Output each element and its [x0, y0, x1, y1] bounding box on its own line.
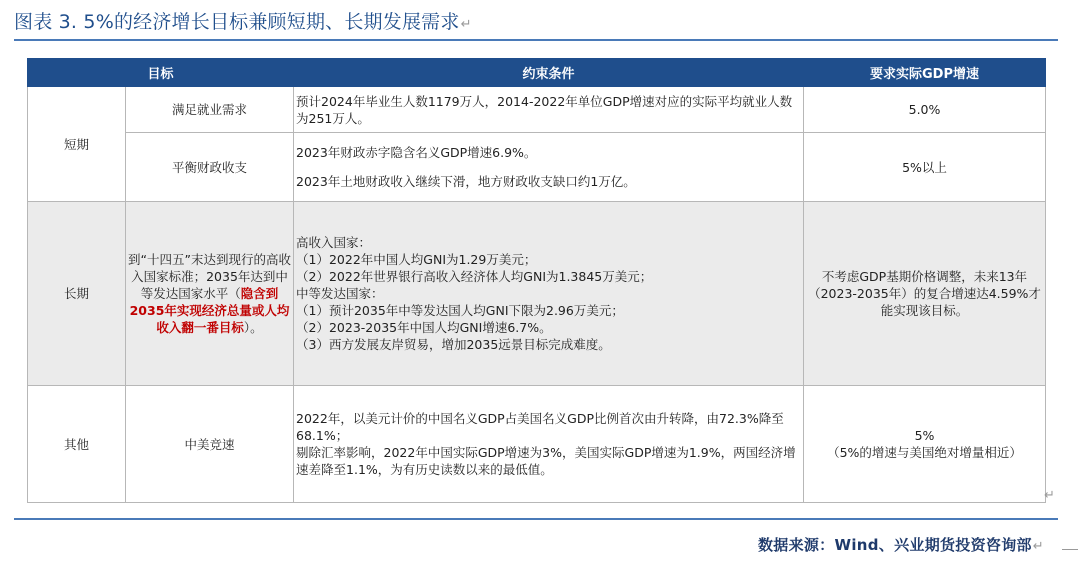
table-row [28, 202, 1046, 386]
requirement-line: 5% [914, 428, 935, 443]
condition-cell [294, 133, 804, 202]
requirement-cell: 不考虑GDP基期价格调整，未来13年（2023-2035年）的复合增速达4.59%才能实现该目标。 [804, 202, 1046, 386]
paragraph-mark-icon: ↵ [1044, 488, 1055, 503]
divider [1062, 549, 1078, 550]
target-text: 到“十四五”末达到现行的高收入国家标准；2035年达到中等发达国家水平（ [128, 252, 291, 301]
condition-line: （1）预计2035年中等发达国人均GNI下限为2.96万美元； [296, 303, 624, 318]
growth-target-table [27, 58, 1046, 503]
header-condition: 约束条件 [294, 59, 804, 87]
header-requirement: 要求实际GDP增速 [804, 59, 1046, 87]
category-long-term: 长期 [28, 202, 126, 386]
condition-line: （2）2023-2035年中国人均GNI增速6.7%。 [296, 320, 552, 335]
target-cell: 满足就业需求 [126, 87, 294, 133]
target-cell: 中美竞速 [126, 386, 294, 503]
requirement-line: （5%的增速与美国绝对增量相近） [827, 445, 1022, 460]
target-highlight: 隐含到2035年实现经济总量或人均收入翻一番目标 [129, 286, 290, 335]
target-cell [126, 202, 294, 386]
requirement-cell: 5%以上 [804, 133, 1046, 202]
header-target: 目标 [28, 59, 294, 87]
condition-line: 高收入国家： [296, 235, 372, 250]
table-header-row [28, 59, 1046, 87]
condition-line: （2）2022年世界银行高收入经济体人均GNI为1.3845万美元； [296, 269, 653, 284]
condition-line: 2023年财政赤字隐含名义GDP增速6.9%。 [296, 145, 537, 160]
paragraph-mark-icon: ↵ [1032, 539, 1044, 554]
top-rule [14, 39, 1058, 41]
figure-title [14, 7, 472, 34]
condition-line: 2023年土地财政收入继续下滑，地方财政收支缺口约1万亿。 [296, 174, 636, 189]
requirement-cell [804, 386, 1046, 503]
paragraph-mark-icon: ↵ [460, 17, 472, 32]
table-row [28, 386, 1046, 503]
condition-line: （3）西方发展友岸贸易，增加2035远景目标完成难度。 [296, 337, 611, 352]
condition-line: 中等发达国家： [296, 286, 384, 301]
condition-cell: 预计2024年毕业生人数1179万人，2014-2022年单位GDP增速对应的实际平均就业人数为251万人。 [294, 87, 804, 133]
category-other: 其他 [28, 386, 126, 503]
target-cell: 平衡财政收支 [126, 133, 294, 202]
bottom-rule [14, 518, 1058, 520]
source-text: 数据来源：Wind、兴业期货投资咨询部 [757, 536, 1032, 554]
condition-cell [294, 386, 804, 503]
condition-line: 剔除汇率影响，2022年中国实际GDP增速为3%，美国实际GDP增速为1.9%，两国经济增速差降至1.1%，为有历史读数以来的最低值。 [296, 445, 796, 477]
figure-title-text: 图表 3. 5%的经济增长目标兼顾短期、长期发展需求 [14, 11, 460, 33]
target-text-end: ）。 [243, 320, 263, 335]
requirement-cell: 5.0% [804, 87, 1046, 133]
table-row [28, 133, 1046, 202]
table-row [28, 87, 1046, 133]
condition-line: 2022年，以美元计价的中国名义GDP占美国名义GDP比例首次由升转降，由72.3%降至68.1%； [296, 411, 784, 443]
source-note [758, 534, 1044, 555]
category-short-term: 短期 [28, 87, 126, 202]
condition-line: （1）2022年中国人均GNI为1.29万美元； [296, 252, 537, 267]
condition-cell [294, 202, 804, 386]
